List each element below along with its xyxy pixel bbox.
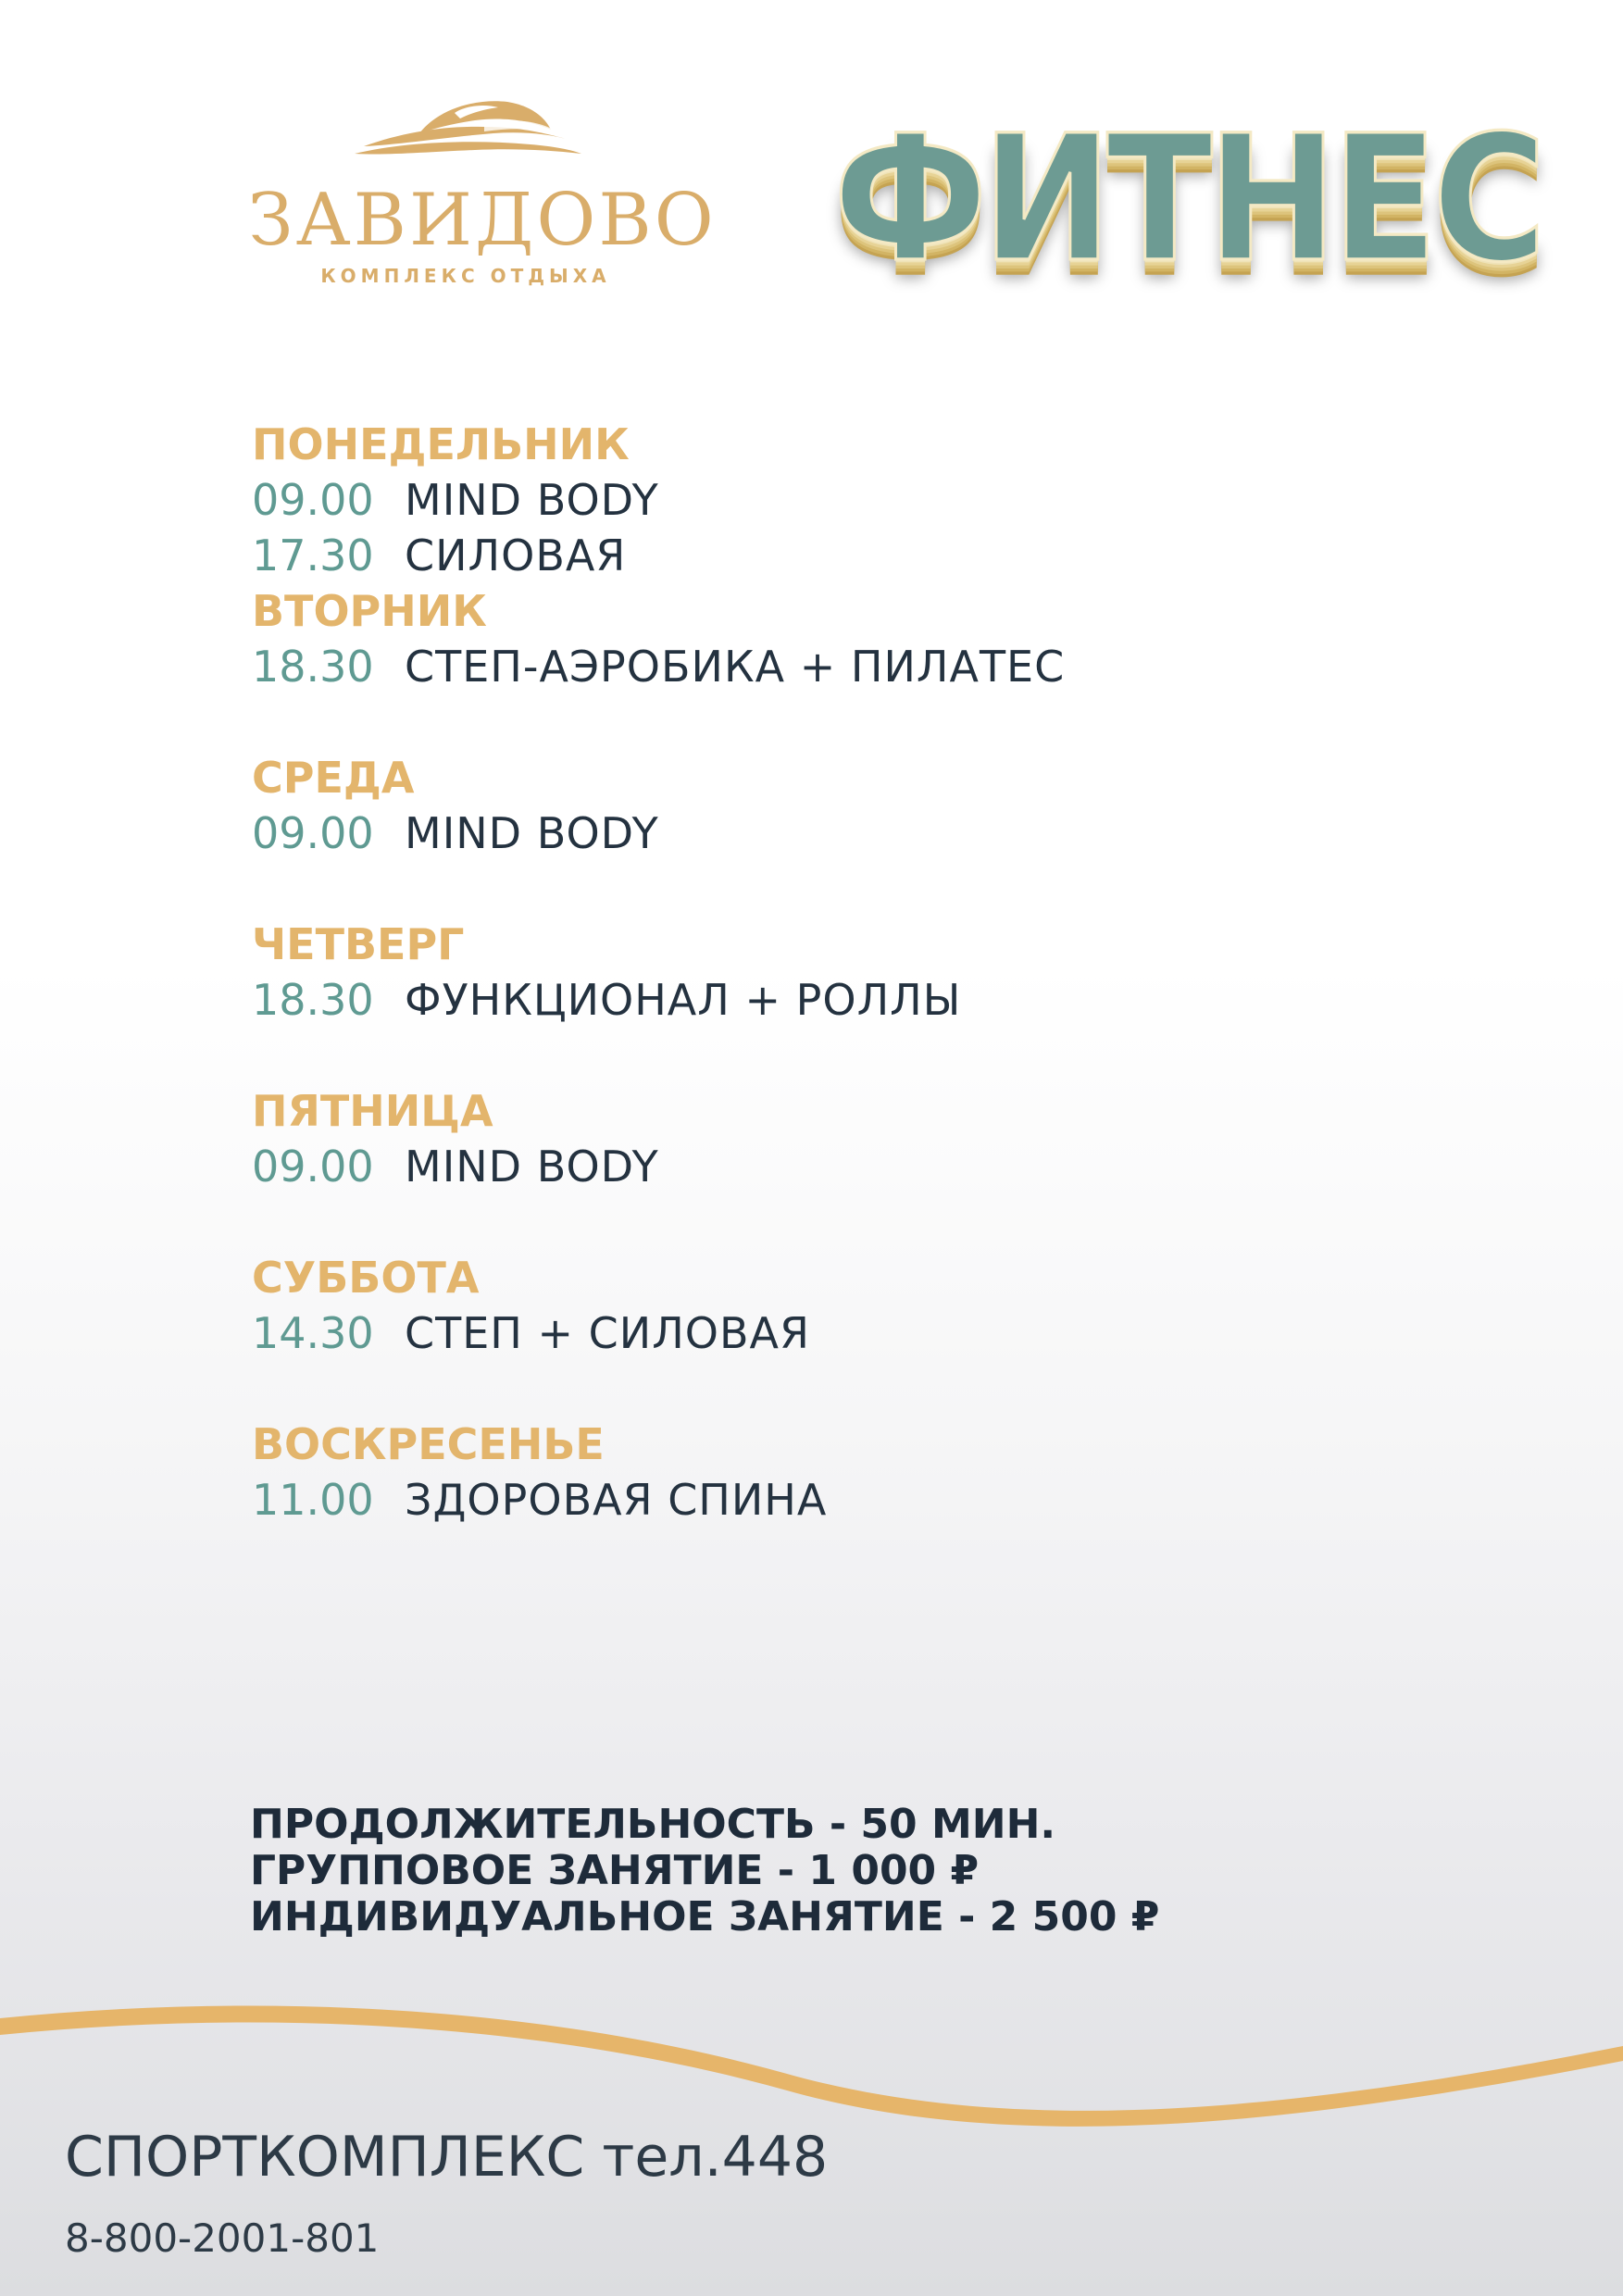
session-row [252, 1305, 1455, 1361]
day-block-wednesday [252, 750, 1455, 917]
session-name: ФУНКЦИОНАЛ + РОЛЛЫ [405, 975, 962, 1025]
day-name: ПОНЕДЕЛЬНИК [252, 419, 630, 469]
sports-complex-label: СПОРТКОМПЛЕКС тел.448 [65, 2125, 829, 2190]
boat-emblem-icon [345, 93, 586, 167]
duration-text: ПРОДОЛЖИТЕЛЬНОСТЬ - 50 МИН. [250, 1801, 1056, 1848]
session-time: 18.30 [252, 975, 374, 1025]
session-time: 18.30 [252, 642, 374, 692]
session-row [252, 1472, 1455, 1528]
session-name: MIND BODY [405, 1142, 659, 1192]
session-name: СТЕП-АЭРОБИКА + ПИЛАТЕС [405, 642, 1066, 692]
day-name: ПЯТНИЦА [252, 1086, 493, 1136]
day-block-saturday [252, 1250, 1455, 1416]
session-row [252, 972, 1455, 1028]
session-row [252, 1139, 1455, 1194]
day-block-sunday [252, 1416, 1455, 1583]
session-name: ЗДОРОВАЯ СПИНА [405, 1475, 828, 1525]
individual-price-text: ИНДИВИДУАЛЬНОЕ ЗАНЯТИЕ - 2 500 ₽ [250, 1893, 1160, 1940]
session-time: 11.00 [252, 1475, 374, 1525]
schedule [252, 417, 1455, 1583]
session-time: 09.00 [252, 1142, 374, 1192]
session-name: СИЛОВАЯ [405, 530, 627, 580]
brand-subtitle: КОМПЛЕКС ОТДЫХА [320, 265, 611, 287]
day-block-thursday [252, 917, 1455, 1083]
brand-name: ЗАВИДОВО [248, 179, 717, 262]
day-name: ВОСКРЕСЕНЬЕ [252, 1419, 605, 1469]
session-time: 17.30 [252, 530, 374, 580]
day-name: СРЕДА [252, 753, 415, 803]
session-row [252, 805, 1455, 861]
day-block-friday [252, 1083, 1455, 1250]
session-row [252, 528, 1455, 583]
session-time: 09.00 [252, 475, 374, 525]
phone-number: 8-800-2001-801 [65, 2215, 380, 2261]
session-row [252, 472, 1455, 528]
page-title: ФИТНЕС [833, 97, 1542, 301]
session-name: MIND BODY [405, 808, 659, 858]
day-block-monday [252, 417, 1455, 583]
day-name: ВТОРНИК [252, 586, 487, 636]
group-price-text: ГРУППОВОЕ ЗАНЯТИЕ - 1 000 ₽ [250, 1847, 980, 1894]
day-block-tuesday [252, 583, 1455, 750]
session-time: 14.30 [252, 1308, 374, 1358]
day-name: ЧЕТВЕРГ [252, 919, 465, 969]
session-name: MIND BODY [405, 475, 659, 525]
session-time: 09.00 [252, 808, 374, 858]
session-name: СТЕП + СИЛОВАЯ [405, 1308, 810, 1358]
brand-logo [248, 93, 717, 292]
pricing-info [250, 1802, 1454, 1940]
session-row [252, 639, 1455, 694]
day-name: СУББОТА [252, 1253, 480, 1303]
